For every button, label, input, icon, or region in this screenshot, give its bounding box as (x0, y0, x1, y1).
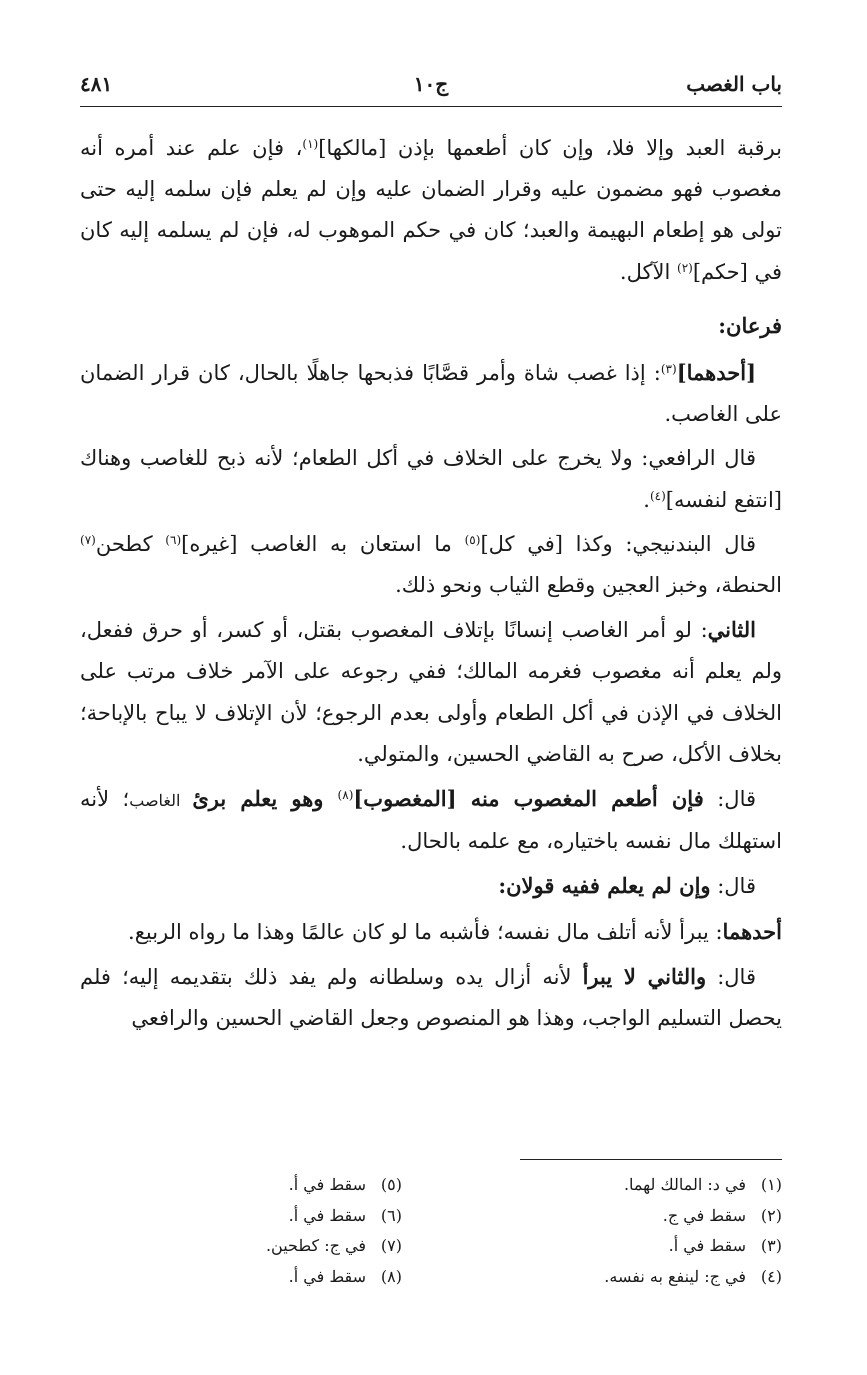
footnote-text: سقط في أ. (288, 1266, 366, 1286)
footnote-ref: (٥) (464, 532, 481, 547)
footnote (442, 1170, 782, 1201)
footnote (62, 1170, 402, 1201)
running-header (80, 72, 782, 102)
main-text (80, 128, 782, 1042)
footnote-number: (٥) (380, 1175, 402, 1194)
footnote-text: سقط في أ. (288, 1175, 366, 1194)
footnote (442, 1201, 782, 1232)
footnote-number: (٦) (380, 1205, 402, 1225)
paragraph: [أحدهما]$^{(٣)}$: إذا غصب شاة وأمر قصَّابًا فذبحها جاهلًا بالحال، كان قرار الضمان على الغاصب. (80, 360, 782, 427)
footnote-number: (٨) (380, 1266, 402, 1286)
footnote-divider (520, 1159, 782, 1160)
footnote (62, 1231, 402, 1262)
footnote-number: (٧) (380, 1236, 402, 1255)
chapter-title: باب الغصب (686, 72, 782, 96)
footnote-text: في ج: لينفع به نفسه. (604, 1266, 746, 1286)
header-divider (80, 106, 782, 107)
footnote-ref: (٣) (660, 361, 677, 376)
volume-label: ج١٠ (413, 72, 449, 96)
paragraph: قال الرافعي: ولا يخرج على الخلاف في أكل الطعام؛ لأنه ذبح للغاصب وهناك [انتفع لنفسه]$^{(٤)}$. (80, 446, 782, 512)
footnote-text: سقط في ج. (662, 1205, 746, 1225)
footnote-column (442, 1170, 782, 1292)
page-number: ٤٨١ (80, 72, 113, 96)
footnote (442, 1262, 782, 1293)
footnote-ref: (١) (302, 136, 319, 151)
footnote-number: (١) (760, 1175, 782, 1194)
footnote-ref: (٢) (677, 260, 693, 275)
footnote (442, 1231, 782, 1262)
footnote-column (62, 1170, 402, 1292)
footnote-ref: (٦) (165, 532, 182, 547)
footnote-ref: (٧) (80, 532, 96, 547)
footnote-number: (٤) (760, 1266, 782, 1286)
paragraph: برقبة العبد وإلا فلا، وإن كان أطعمها بإذن [مالكها]$^{(١)}$، فإن علم عند أمره أنه مغصوب فهو مضمون عليه وقرار الضمان عليه وإن لم يعلم فإن سلمه إليه حتى تولى هو إطعام البهيمة والعبد؛ كان في حكم الموهوب له، فإن لم يسلمه إليه كان في [حكم]$^{(٢)}$ الآكل. (80, 136, 782, 284)
footnote-number: (٢) (760, 1205, 782, 1225)
paragraph: قال البندنيجي: وكذا [في كل]$^{(٥)}$ ما استعان به الغاصب [غيره]$^{(٦)}$ كطحن$^{(٧)}$ الحنطة، وخبز العجين وقطع الثياب ونحو ذلك. (80, 531, 782, 598)
section-heading: فرعان: (718, 312, 782, 338)
paragraph: قال: والثاني لا يبرأ لأنه أزال يده وسلطانه ولم يفد ذلك بتقديمه إليه؛ فلم يحصل التسليم الواجب، وهذا هو المنصوص وجعل القاضي الحسين والرافعي (80, 963, 782, 1031)
paragraph: الثاني: لو أمر الغاصب إنسانًا بإتلاف المغصوب بقتل، أو كسر، أو حرق ففعل، ولم يعلم أنه مغصوب فغرمه المالك؛ ففي رجوعه على الآمر خلاف مرتب على الخلاف في الإذن في أكل الطعام وأولى بعدم الرجوع؛ لأن الإتلاف لا يباح بالإباحة؛ بخلاف الأكل، صرح به القاضي الحسين، والمتولي. (80, 617, 782, 766)
footnote-text: سقط في أ. (288, 1205, 366, 1225)
footnote-text: في ج: كطحين. (265, 1236, 366, 1255)
footnote (62, 1201, 402, 1232)
footnote-ref: (٤) (649, 488, 666, 503)
paragraph: أحدهما: يبرأ لأنه أتلف مال نفسه؛ فأشبه ما لو كان عالمًا وهذا ما رواه الربيع. (128, 918, 782, 944)
paragraph: قال: فإن أطعم المغصوب منه [المغصوب]$^{(٨)}$ وهو يعلم برئ الغاصب؛ لأنه استهلك مال نفسه باختياره، مع علمه بالحال. (80, 786, 782, 854)
footnote-text: في د: المالك لهما. (623, 1175, 746, 1194)
footnote-ref: (٨) (337, 787, 354, 802)
paragraph: قال: وإن لم يعلم ففيه قولان: (498, 873, 756, 899)
footnote (62, 1262, 402, 1293)
footnote-number: (٣) (760, 1236, 782, 1255)
footnote-text: سقط في أ. (668, 1236, 746, 1255)
